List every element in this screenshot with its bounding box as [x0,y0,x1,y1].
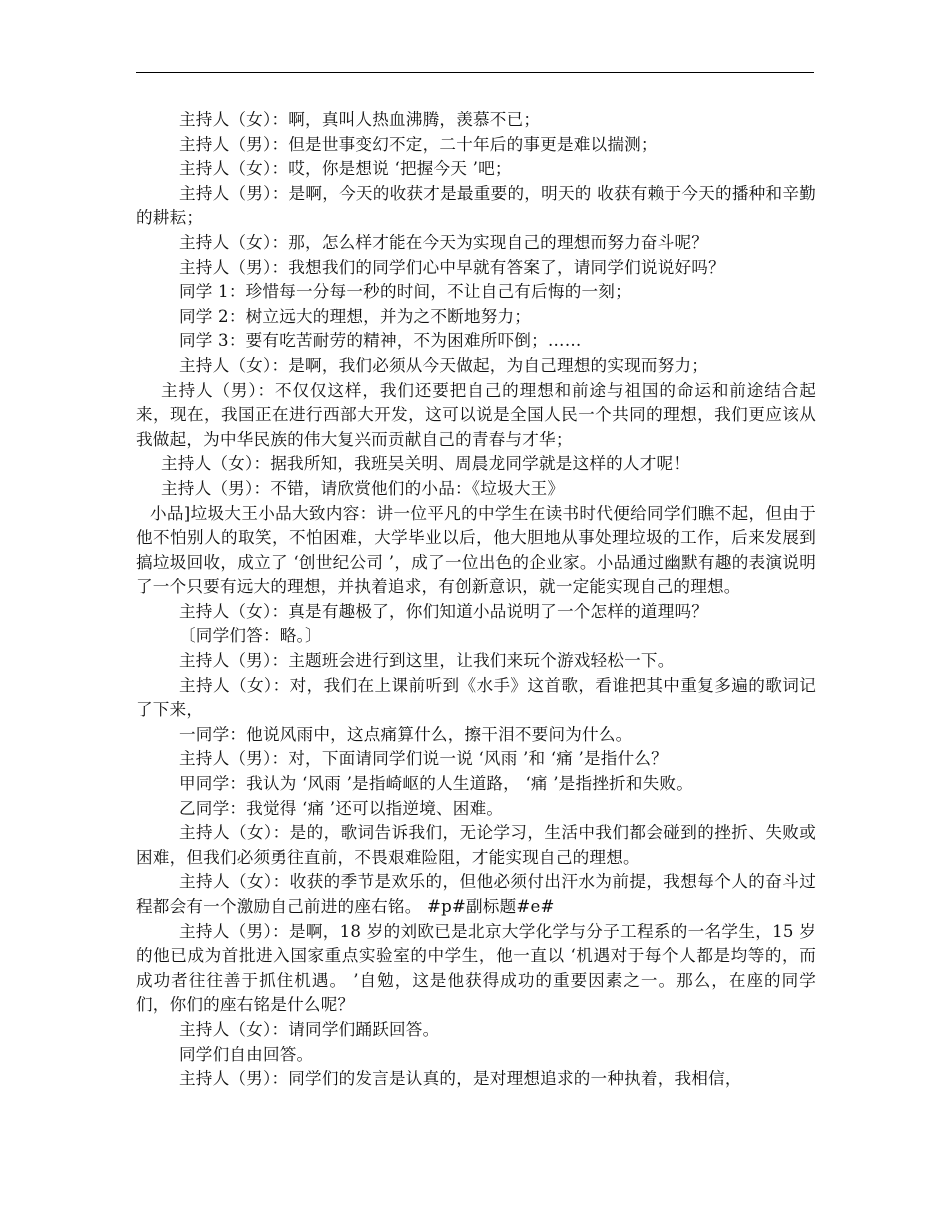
paragraph: 主持人（男）：是啊，今天的收获才是最重要的，明天的 收获有赖于今天的播种和辛勤的耕耘； [136,183,816,228]
paragraph: 主持人（女）：是啊，我们必须从今天做起，为自己理想的实现而努力； [179,355,709,375]
paragraph: 乙同学：我觉得 ‘痛 ’还可以指逆境、困难。 [179,798,504,818]
paragraph: 主持人（女）：啊，真叫人热血沸腾，羡慕不已； [179,110,541,129]
paragraph: 主持人（男）：我想我们的同学们心中早就有答案了，请同学们说说好吗？ [179,257,725,277]
paragraph: 同学 2：树立远大的理想，并为之不断地努力； [179,306,532,326]
paragraph: 主持人（女）：据我所知，我班吴关明、周晨龙同学就是这样的人才呢！ [161,454,691,474]
paragraph: 同学 1：珍惜每一分每一秒的时间，不让自己有后悔的一刻； [179,282,632,302]
document-body [136,108,816,1092]
paragraph: 主持人（女）：是的，歌词告诉我们，无论学习，生活中我们都会碰到的挫折、失败或困难，但我们必须勇往直前，不畏艰难险阻，才能实现自己的理想。 [136,823,816,867]
paragraph: 主持人（男）：不仅仅这样，我们还要把自己的理想和前途与祖国的命运和前途结合起来，现在，我国正在进行西部大开发，这可以说是全国人民一个共同的理想，我们更应该从我做起，为中华民族的伟大复兴而贡献自己的青春与才华； [136,380,816,449]
paragraph: 同学 3：要有吃苦耐劳的精神，不为困难所吓倒；…… [179,331,582,351]
paragraph: 同学们自由回答。 [179,1044,314,1064]
paragraph: 主持人（男）：是啊，18 岁的刘欧已是北京大学化学与分子工程系的一名学生，15 岁的他已成为首批进入国家重点实验室的中学生，他一直以 ‘机遇对于每个人都是均等的，而成功者往往善于抓住机遇。 ’自勉，这是他获得成功的重要因素之一。那么，在座的同学们，你们的座右铭是什么呢？ [136,921,816,1015]
paragraph: 一同学：他说风雨中，这点痛算什么，擦干泪不要问为什么。 [179,724,633,744]
paragraph: 主持人（女）：收获的季节是欢乐的，但他必须付出汗水为前提，我想每个人的奋斗过程都会有一个激励自己前进的座右铭。 #p#副标题#e# [136,872,816,916]
paragraph: 主持人（女）：真是有趣极了，你们知道小品说明了一个怎样的道理吗？ [179,601,709,621]
paragraph: 甲同学：我认为 ‘风雨 ’是指崎岖的人生道路， ‘痛 ’是指挫折和失败。 [179,774,694,794]
paragraph: 主持人（女）：哎，你是想说 ‘把握今天 ’吧； [179,159,512,179]
paragraph: 主持人（女）：对，我们在上课前听到《水手》这首歌，看谁把其中重复多遍的歌词记了下来， [136,675,816,720]
paragraph: 主持人（女）：那，怎么样才能在今天为实现自己的理想而努力奋斗呢？ [179,232,709,252]
paragraph: 主持人（男）：不错，请欣赏他们的小品：《垃圾大王》 [161,478,565,498]
paragraph: 主持人（男）：但是世事变幻不定，二十年后的事更是难以揣测； [179,134,658,154]
header-rule [136,72,814,73]
paragraph: 小品]垃圾大王小品大致内容：讲一位平凡的中学生在读书时代便给同学们瞧不起，但由于他不怕别人的取笑，不怕困难，大学毕业以后，他大胆地从事处理垃圾的工作，后来发展到搞垃圾回收，成立了 ‘创世纪公司 ’，成了一位出色的企业家。小品通过幽默有趣的表演说明了一个只要有远大的理想，并执着追求，有创新意识，就一定能实现自己的理想。 [136,503,816,597]
paragraph: 主持人（男）：主题班会进行到这里，让我们来玩个游戏轻松一下。 [179,651,675,671]
paragraph: 〔同学们答：略。〕 [179,626,322,646]
paragraph: 主持人（女）：请同学们踊跃回答。 [179,1019,440,1039]
paragraph: 主持人（男）：同学们的发言是认真的，是对理想追求的一种执着，我相信， [179,1069,742,1089]
paragraph: 主持人（男）：对，下面请同学们说一说 ‘风雨 ’和 ‘痛 ’是指什么？ [179,749,668,769]
